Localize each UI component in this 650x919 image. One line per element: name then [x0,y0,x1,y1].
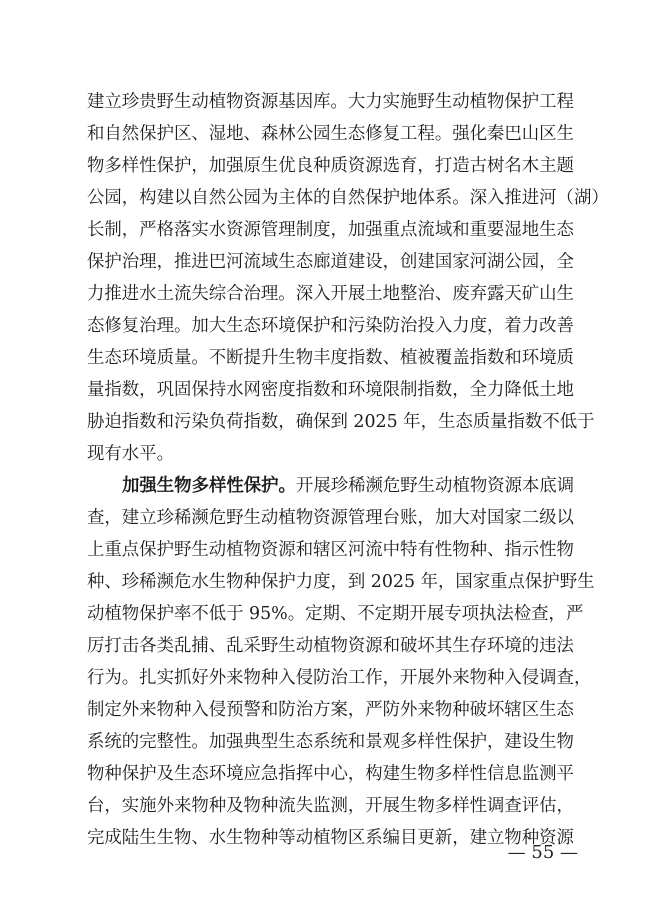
paragraph-1-line: 生态环境质量。不断提升生物丰度指数、植被覆盖指数和环境质 [87,348,574,368]
paragraph-2-line: 查，建立珍稀濒危野生动植物资源管理台账，加大对国家二级以 [87,508,574,528]
paragraph-1-line: 公园，构建以自然公园为主体的自然保护地体系。深入推进河（湖） [87,188,609,208]
page-number: — 55 — [507,842,578,863]
paragraph-2-line: 行为。扎实抓好外来物种入侵防治工作，开展外来物种入侵调查， [87,668,592,688]
paragraph-2-line: 系统的完整性。加强典型生态系统和景观多样性保护，建设生物 [87,732,574,752]
paragraph-1-line: 态修复治理。加大生态环境保护和污染防治投入力度，着力改善 [87,316,574,336]
section-heading: 加强生物多样性保护。 [122,476,296,496]
paragraph-2-line: 物种保护及生态环境应急指挥中心，构建生物多样性信息监测平 [87,764,574,784]
paragraph-2-line: 上重点保护野生动植物资源和辖区河流中特有性物种、指示性物 [87,540,574,560]
paragraph-2-line: 厉打击各类乱捕、乱采野生动植物资源和破坏其生存环境的违法 [87,636,574,656]
paragraph-1-line: 量指数，巩固保持水网密度指数和环境限制指数，全力降低土地 [87,380,574,400]
paragraph-2-line: 制定外来物种入侵预警和防治方案，严防外来物种破坏辖区生态 [87,700,574,720]
paragraph-1-line: 长制，严格落实水资源管理制度，加强重点流域和重要湿地生态 [87,220,574,240]
paragraph-1-line: 建立珍贵野生动植物资源基因库。大力实施野生动植物保护工程 [87,92,574,112]
paragraph-2-line: 完成陆生生物、水生物种等动植物区系编目更新，建立物种资源 [87,828,574,848]
paragraph-1-line: 和自然保护区、湿地、森林公园生态修复工程。强化秦巴山区生 [87,124,574,144]
paragraph-2-first-line-text: 开展珍稀濒危野生动植物资源本底调 [295,476,575,496]
paragraph-1-line: 物多样性保护，加强原生优良种质资源选育，打造古树名木主题 [87,156,574,176]
paragraph-2-line: 动植物保护率不低于 95%。定期、不定期开展专项执法检查，严 [87,604,584,624]
paragraph-1-line: 力推进水土流失综合治理。深入开展土地整治、废弃露天矿山生 [87,284,574,304]
paragraph-2-first-line [122,471,573,501]
paragraph-2-line: 台，实施外来物种及物种流失监测，开展生物多样性调查评估， [87,796,574,816]
paragraph-1-last-line: 现有水平。 [87,444,174,464]
paragraph-1-line: 保护治理，推进巴河流域生态廊道建设，创建国家河湖公园，全 [87,252,574,272]
paragraph-1-line: 胁迫指数和污染负荷指数，确保到 2025 年，生态质量指数不低于 [87,412,595,432]
paragraph-2-line: 种、珍稀濒危水生物种保护力度，到 2025 年，国家重点保护野生 [87,572,595,592]
